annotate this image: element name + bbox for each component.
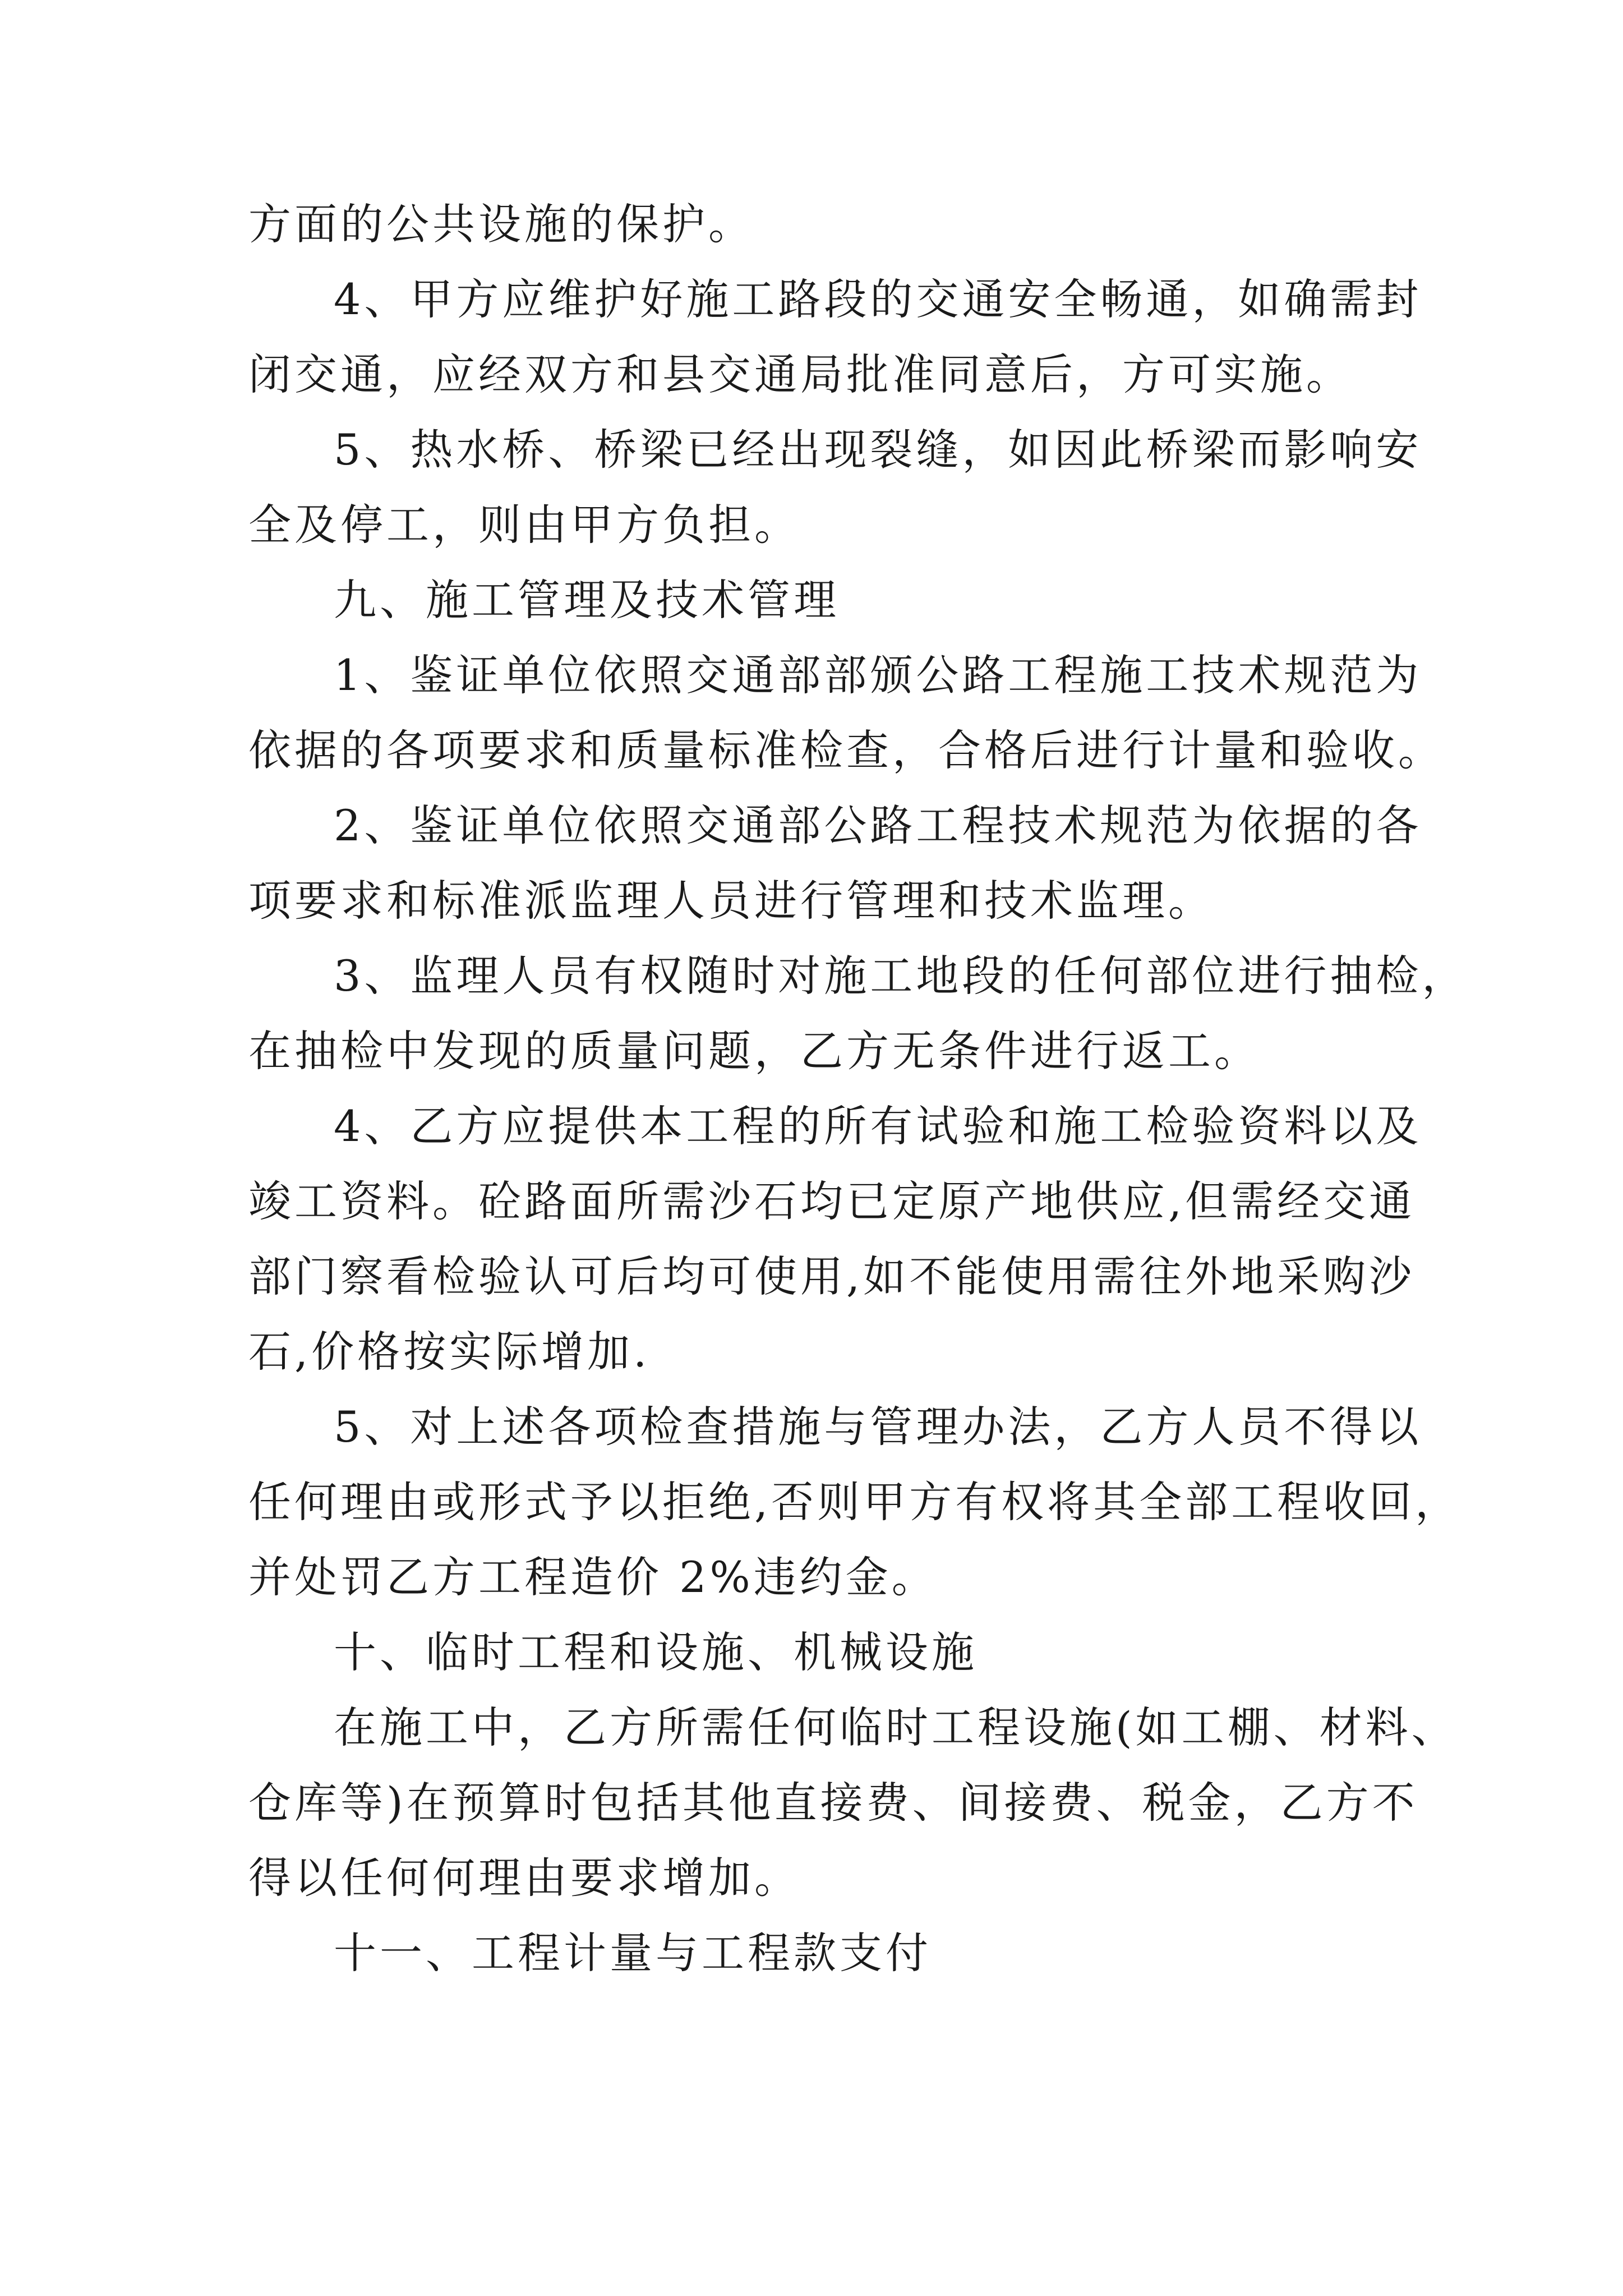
text-line: 得以任何何理由要求增加。 [248, 1853, 800, 1903]
text-line: 仓库等)在预算时包括其他直接费、间接费、税金，乙方不 [248, 1778, 1418, 1828]
text-line: 3、监理人员有权随时对施工地段的任何部位进行抽检， [334, 951, 1468, 1001]
text-line: 石,价格按实际增加. [248, 1327, 651, 1377]
section-heading: 十一、工程计量与工程款支付 [334, 1928, 932, 1978]
text-line: 5、热水桥、桥梁已经出现裂缝，如因此桥梁而影响安 [334, 425, 1422, 475]
section-heading: 九、施工管理及技术管理 [334, 575, 840, 625]
text-line: 项要求和标准派监理人员进行管理和技术监理。 [248, 876, 1214, 926]
text-line: 5、对上述各项检查措施与管理办法，乙方人员不得以 [334, 1402, 1422, 1452]
text-line: 1、鉴证单位依照交通部部颁公路工程施工技术规范为 [334, 650, 1422, 700]
text-line: 4、甲方应维护好施工路段的交通安全畅通，如确需封 [334, 274, 1422, 324]
text-line: 竣工资料。砼路面所需沙石均已定原产地供应,但需经交通 [248, 1176, 1415, 1226]
text-line: 并处罚乙方工程造价 2%违约金。 [248, 1552, 938, 1602]
text-line: 在抽检中发现的质量问题，乙方无条件进行返工。 [248, 1026, 1260, 1076]
section-heading: 十、临时工程和设施、机械设施 [334, 1627, 978, 1677]
text-line: 任何理由或形式予以拒绝,否则甲方有权将其全部工程收回， [248, 1477, 1461, 1527]
text-line: 闭交通，应经双方和县交通局批准同意后，方可实施。 [248, 349, 1352, 399]
text-line: 全及停工，则由甲方负担。 [248, 500, 800, 550]
document-body [248, 187, 1468, 1991]
text-line: 在施工中，乙方所需任何临时工程设施(如工棚、材料、 [334, 1703, 1458, 1752]
text-line: 方面的公共设施的保护。 [248, 199, 754, 249]
text-line: 依据的各项要求和质量标准检查，合格后进行计量和验收。 [248, 725, 1444, 775]
text-line: 部门察看检验认可后均可使用,如不能使用需往外地采购沙 [248, 1251, 1415, 1301]
text-line: 2、鉴证单位依照交通部公路工程技术规范为依据的各 [334, 800, 1422, 850]
text-line: 4、乙方应提供本工程的所有试验和施工检验资料以及 [334, 1101, 1422, 1151]
